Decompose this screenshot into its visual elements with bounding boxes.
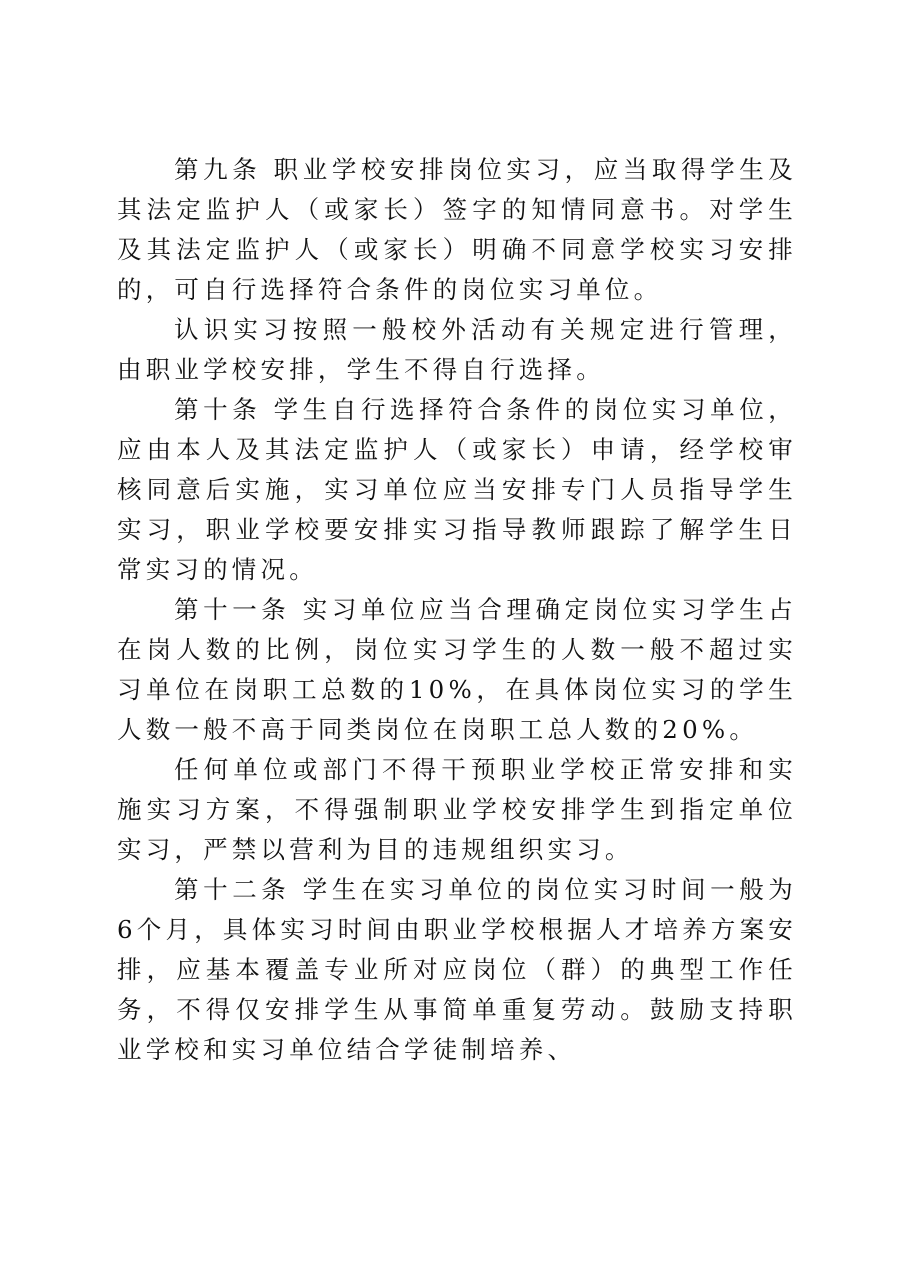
paragraph-no-interference: 任何单位或部门不得干预职业学校正常安排和实施实习方案，不得强制职业学校安排学生到指定单位实习，严禁以营利为目的违规组织实习。 [117,755,797,864]
paragraph-article-10: 第十条 学生自行选择符合条件的岗位实习单位，应由本人及其法定监护人（或家长）申请，经学校审核同意后实施，实习单位应当安排专门人员指导学生实习，职业学校要安排实习指导教师跟踪了解学生日常实习的情况。 [117,395,797,584]
paragraph-article-11: 第十一条 实习单位应当合理确定岗位实习学生占在岗人数的比例，岗位实习学生的人数一般不超过实习单位在岗职工总数的10%，在具体岗位实习的学生人数一般不高于同类岗位在岗职工总人数的20%。 [117,595,797,744]
paragraph-article-9: 第九条 职业学校安排岗位实习，应当取得学生及其法定监护人（或家长）签字的知情同意书。对学生及其法定监护人（或家长）明确不同意学校实习安排的，可自行选择符合条件的岗位实习单位。 [117,155,797,304]
paragraph-cognitive-internship: 认识实习按照一般校外活动有关规定进行管理，由职业学校安排，学生不得自行选择。 [117,315,797,384]
paragraph-article-12: 第十二条 学生在实习单位的岗位实习时间一般为6个月，具体实习时间由职业学校根据人才培养方案安排，应基本覆盖专业所对应岗位（群）的典型工作任务，不得仅安排学生从事简单重复劳动。鼓励支持职业学校和实习单位结合学徒制培养、 [117,875,797,1064]
document-body [117,150,797,1070]
